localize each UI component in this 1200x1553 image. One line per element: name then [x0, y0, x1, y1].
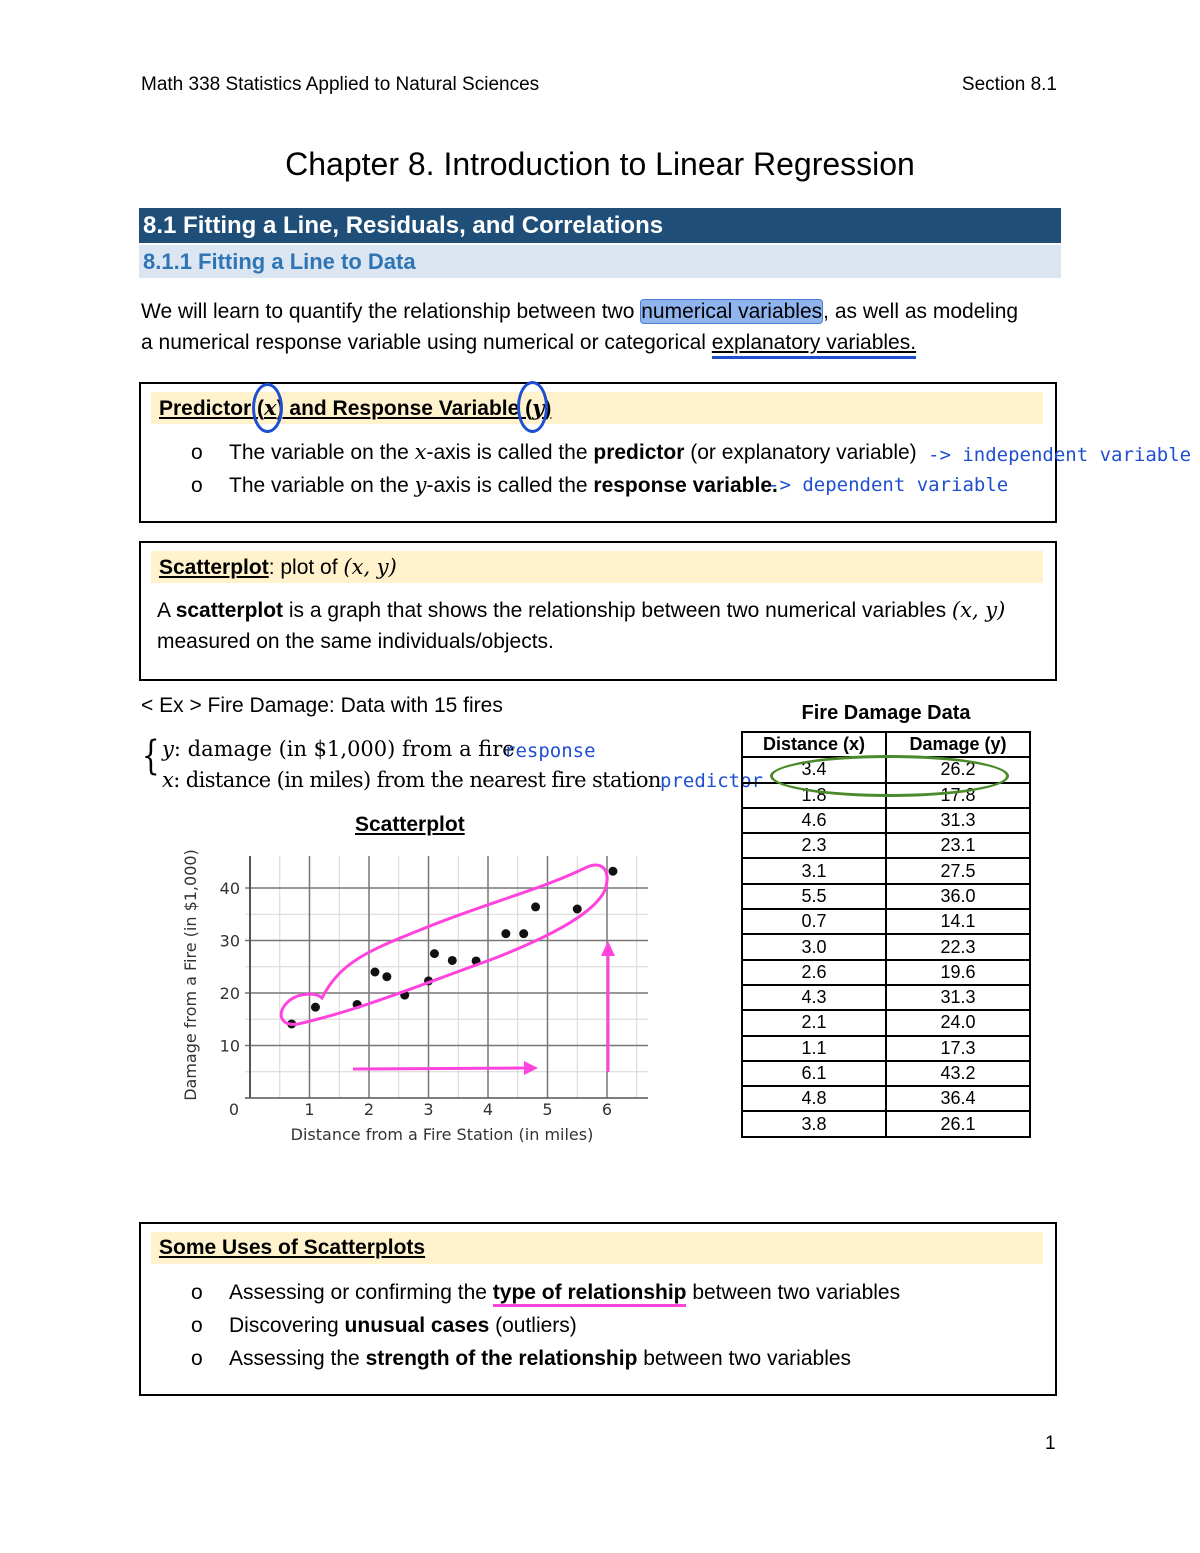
text: : damage (in $1,000) from a fire: [173, 737, 515, 761]
underlined-type-of-relationship: type of relationship: [493, 1281, 687, 1307]
math-x: x: [264, 395, 277, 420]
arrowhead-right-icon: [524, 1061, 538, 1075]
header-distance: Distance (x): [742, 732, 886, 757]
intro-text: a numerical response variable using numerical or categorical: [141, 331, 712, 354]
data-point: [573, 905, 582, 914]
math-xy: (x, y): [951, 598, 1006, 622]
intro-line-2: [141, 327, 1071, 358]
cell-damage: 26.2: [886, 757, 1030, 782]
cell-damage: 19.6: [886, 960, 1030, 985]
item-bold: predictor: [593, 441, 685, 464]
cell-distance: 1.1: [742, 1036, 886, 1061]
x-tick-label: 5: [542, 1100, 553, 1119]
table-row: [742, 909, 1030, 934]
intro-text: , as well as modeling: [823, 300, 1019, 323]
heading-text: Predictor (: [159, 397, 265, 420]
bullet: o: [191, 474, 203, 497]
cell-distance: 5.5: [742, 884, 886, 909]
cell-damage: 36.4: [886, 1086, 1030, 1111]
list-item: [191, 436, 1055, 469]
data-point: [519, 929, 528, 938]
example-heading: < Ex > Fire Damage: Data with 15 fires: [141, 694, 503, 717]
heading-text: ): [544, 397, 552, 420]
box-heading: [151, 392, 1043, 424]
chart-points: [287, 867, 617, 1029]
item-text: -axis is called the: [426, 441, 594, 464]
cell-damage: 24.0: [886, 1010, 1030, 1035]
header-damage: Damage (y): [886, 732, 1030, 757]
section-header: Section 8.1: [961, 74, 1057, 95]
math-y: y: [532, 395, 545, 420]
text: A: [157, 599, 176, 622]
note-response: response: [504, 740, 596, 762]
cell-damage: 14.1: [886, 909, 1030, 934]
item-text: Assessing the: [229, 1347, 366, 1370]
list-item: [191, 1309, 1055, 1342]
scatterplot-box: [139, 541, 1057, 681]
item-text: Discovering: [229, 1314, 345, 1337]
x-tick-label: 2: [363, 1100, 375, 1119]
section-heading: 8.1 Fitting a Line, Residuals, and Correlations: [139, 208, 1061, 243]
cell-damage: 27.5: [886, 858, 1030, 883]
table-row: [742, 934, 1030, 959]
intro-paragraph: [141, 296, 1071, 358]
item-text: between two variables: [686, 1281, 901, 1304]
text: : distance (in miles) from the nearest fire station: [173, 768, 661, 792]
underlined-explanatory-variables: explanatory variables.: [712, 331, 916, 359]
x-tick-label: 0: [228, 1100, 240, 1119]
definition-line-1: [157, 595, 1055, 626]
x-axis-label: Distance from a Fire Station (in miles): [290, 1125, 594, 1144]
data-point: [430, 949, 439, 958]
bullet-list: [191, 1276, 1055, 1375]
x-definition: [162, 768, 661, 792]
cell-distance: 4.6: [742, 808, 886, 833]
bullet: o: [191, 1281, 203, 1304]
note-independent-variable: -> independent variable: [928, 444, 1192, 466]
math-x: x: [414, 440, 427, 464]
cell-distance: 2.1: [742, 1010, 886, 1035]
x-tick-label: 6: [601, 1100, 613, 1119]
intro-line-1: [141, 296, 1071, 327]
y-definition: [162, 737, 515, 761]
circle-x-annotation: [252, 383, 283, 433]
note-dependent-variable: -> dependent variable: [768, 474, 1009, 496]
item-bold: response variable.: [593, 474, 778, 497]
cell-damage: 36.0: [886, 884, 1030, 909]
cell-distance: 3.1: [742, 858, 886, 883]
brace: {: [141, 733, 160, 779]
item-text: The variable on the: [229, 441, 415, 464]
table-row: [742, 985, 1030, 1010]
y-tick-label: 10: [219, 1036, 240, 1056]
cell-distance: 4.8: [742, 1086, 886, 1111]
data-point: [382, 972, 391, 981]
cell-damage: 31.3: [886, 985, 1030, 1010]
pink-arrow-horizontal: [353, 1068, 530, 1069]
box-heading: Some Uses of Scatterplots: [151, 1232, 1043, 1264]
item-bold: unusual cases: [344, 1314, 490, 1337]
math-y: y: [414, 473, 427, 497]
bullet: o: [191, 1314, 203, 1337]
data-point: [501, 929, 510, 938]
green-circle-annotation: [770, 755, 1009, 797]
table-row: [742, 884, 1030, 909]
table-caption: Fire Damage Data: [801, 702, 971, 724]
x-tick-label: 3: [423, 1100, 434, 1119]
table-row: [742, 1111, 1030, 1136]
cell-distance: 2.3: [742, 833, 886, 858]
math-x: x: [162, 768, 174, 792]
data-point: [370, 968, 379, 977]
data-point: [531, 902, 540, 911]
cell-damage: 17.8: [886, 783, 1030, 808]
item-text: The variable on the: [229, 474, 415, 497]
item-bold: strength of the relationship: [365, 1347, 638, 1370]
note-predictor: predictor: [660, 770, 763, 792]
list-item: [191, 1276, 1055, 1309]
data-point: [608, 867, 617, 876]
cell-damage: 22.3: [886, 934, 1030, 959]
cell-distance: 3.8: [742, 1111, 886, 1136]
cell-distance: 0.7: [742, 909, 886, 934]
x-tick-label: 4: [482, 1100, 494, 1119]
chart-ticks: [220, 879, 612, 1119]
bullet: o: [191, 1347, 203, 1370]
scatterplot-title: Scatterplot: [355, 813, 465, 836]
table-row: [742, 858, 1030, 883]
y-tick-label: 20: [219, 984, 240, 1003]
y-axis-label: Damage from a Fire (in $1,000): [181, 849, 200, 1101]
bullet: o: [191, 441, 203, 464]
text: is a graph that shows the relationship between two numerical variables: [283, 599, 952, 622]
data-point: [311, 1003, 320, 1012]
table-row: [742, 808, 1030, 833]
scatterplot-definition: [157, 595, 1055, 657]
item-text: Assessing or confirming the: [229, 1281, 493, 1304]
fire-damage-scatterplot: [170, 845, 670, 1150]
table-row: [742, 1061, 1030, 1086]
cell-damage: 23.1: [886, 833, 1030, 858]
math-y: y: [162, 737, 174, 761]
y-tick-label: 40: [219, 879, 240, 898]
x-tick-label: 1: [304, 1100, 315, 1119]
cell-distance: 3.0: [742, 934, 886, 959]
item-text: (outliers): [489, 1314, 577, 1337]
item-text: (or explanatory variable): [684, 441, 917, 464]
table-row: [742, 1036, 1030, 1061]
item-text: -axis is called the: [426, 474, 594, 497]
highlight-numerical-variables: numerical variables: [641, 300, 823, 323]
cell-distance: 1.8: [742, 783, 886, 808]
cell-damage: 31.3: [886, 808, 1030, 833]
pink-ellipse-annotation: [281, 865, 607, 1024]
heading-text: ) and Response Variable (: [276, 397, 533, 420]
table-row: [742, 1086, 1030, 1111]
cell-distance: 4.3: [742, 985, 886, 1010]
cell-distance: 3.4: [742, 757, 886, 782]
cell-distance: 6.1: [742, 1061, 886, 1086]
circle-y-annotation: [517, 381, 548, 433]
uses-of-scatterplots-box: [139, 1222, 1057, 1396]
table-header-row: [742, 732, 1030, 757]
arrowhead-up-icon: [601, 941, 615, 956]
y-tick-label: 30: [219, 931, 240, 951]
math-xy: (x, y): [343, 555, 397, 579]
table-row: [742, 1010, 1030, 1035]
page-number: 1: [1045, 1433, 1056, 1454]
cell-damage: 43.2: [886, 1061, 1030, 1086]
data-point: [448, 956, 457, 965]
intro-text: We will learn to quantify the relationship between two: [141, 300, 641, 323]
cell-damage: 17.3: [886, 1036, 1030, 1061]
heading-text: : plot of: [268, 556, 344, 579]
definition-line-2: measured on the same individuals/objects.: [157, 630, 554, 653]
table-row: [742, 960, 1030, 985]
chapter-title: Chapter 8. Introduction to Linear Regression: [285, 146, 915, 182]
cell-damage: 26.1: [886, 1111, 1030, 1136]
cell-distance: 2.6: [742, 960, 886, 985]
item-text: between two variables: [637, 1347, 852, 1370]
list-item: [191, 1342, 1055, 1375]
box-heading: [151, 551, 1043, 583]
subsection-heading: 8.1.1 Fitting a Line to Data: [139, 245, 1061, 278]
table-row: [742, 833, 1030, 858]
course-header: Math 338 Statistics Applied to Natural Sciences: [141, 74, 540, 95]
bold-term: scatterplot: [175, 599, 284, 622]
heading-term: Scatterplot: [159, 556, 269, 579]
